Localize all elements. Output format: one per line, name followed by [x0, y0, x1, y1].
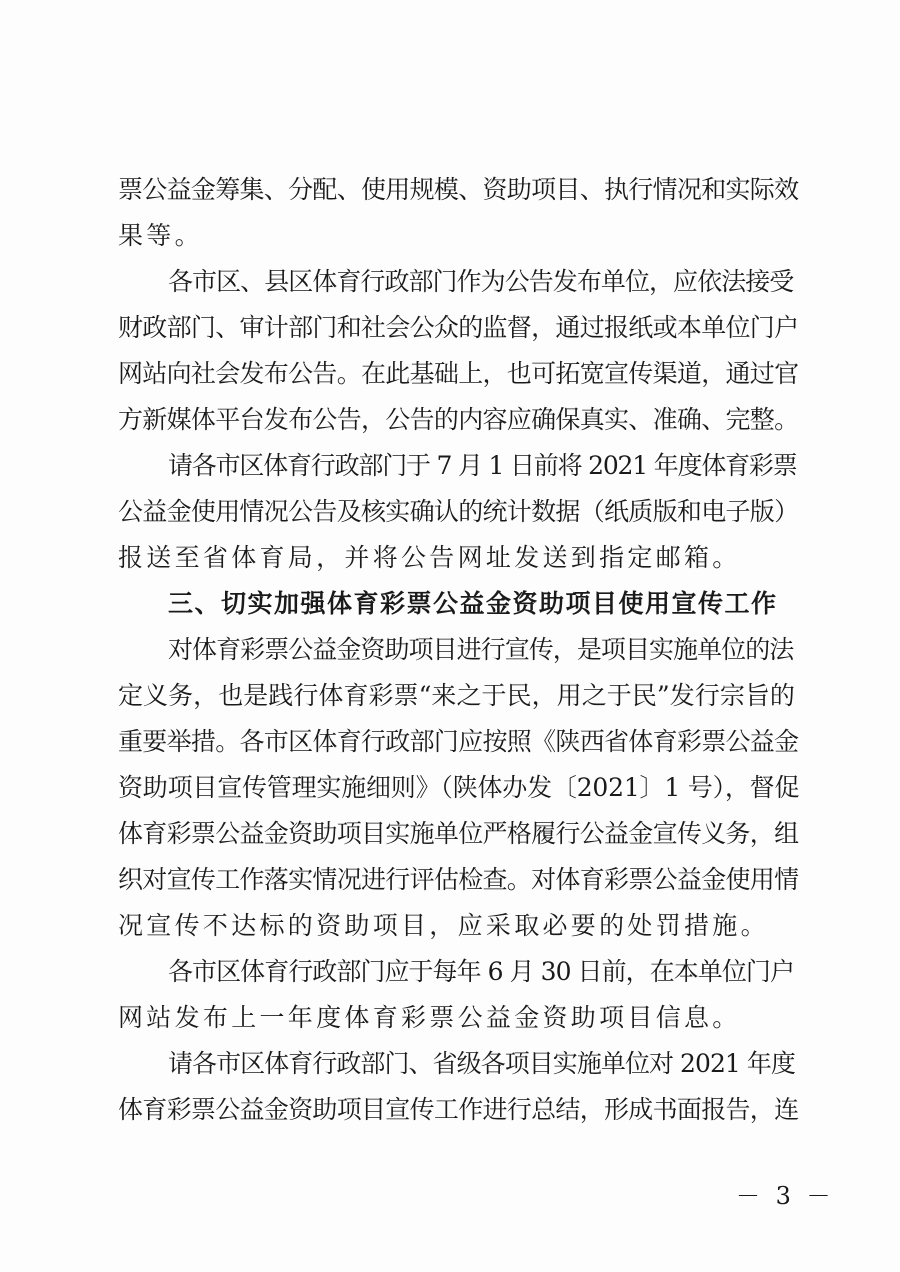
text-line: 请各市区体育行政部门、省级各项目实施单位对 2021 年度 [168, 1049, 795, 1078]
text-line: 各市区、县区体育行政部门作为公告发布单位，应依法接受 [168, 267, 794, 296]
text-line: 况宣传不达标的资助项目，应采取必要的处罚措施。 [118, 911, 769, 940]
text-line: 票公益金筹集、分配、使用规模、资助项目、执行情况和实际效 [118, 175, 799, 204]
text-line: 体育彩票公益金资助项目宣传工作进行总结，形成书面报告，连 [118, 1095, 799, 1124]
page-number: － 3 － [736, 1182, 835, 1210]
text-line: 体育彩票公益金资助项目实施单位严格履行公益金宣传义务，组 [118, 819, 799, 848]
text-line: 资助项目宣传管理实施细则》（陕体办发〔2021〕1 号），督促 [118, 773, 800, 802]
text-line: 报送至省体育局，并将公告网址发送到指定邮箱。 [118, 543, 741, 572]
text-line: 公益金使用情况公告及核实确认的统计数据（纸质版和电子版） [118, 497, 799, 526]
text-line: 织对宣传工作落实情况进行评估检查。对体育彩票公益金使用情 [118, 865, 799, 894]
text-line: 各市区体育行政部门应于每年 6 月 30 日前，在本单位门户 [168, 957, 795, 986]
section-heading: 三、切实加强体育彩票公益金资助项目使用宣传工作 [168, 589, 778, 618]
text-line: 网站向社会发布公告。在此基础上，也可拓宽宣传渠道，通过官 [118, 359, 799, 388]
text-line: 请各市区体育行政部门于 7 月 1 日前将 2021 年度体育彩票 [168, 451, 797, 480]
text-line: 重要举措。各市区体育行政部门应按照《陕西省体育彩票公益金 [118, 727, 799, 756]
text-line: 对体育彩票公益金资助项目进行宣传，是项目实施单位的法 [168, 635, 794, 664]
text-line: 方新媒体平台发布公告，公告的内容应确保真实、准确、完整。 [118, 405, 799, 434]
text-line: 果等。 [118, 221, 203, 250]
text-line: 定义务，也是践行体育彩票“来之于民，用之于民”发行宗旨的 [118, 681, 795, 710]
text-line: 财政部门、审计部门和社会公众的监督，通过报纸或本单位门户 [118, 313, 799, 342]
text-line: 网站发布上一年度体育彩票公益金资助项目信息。 [118, 1003, 741, 1032]
